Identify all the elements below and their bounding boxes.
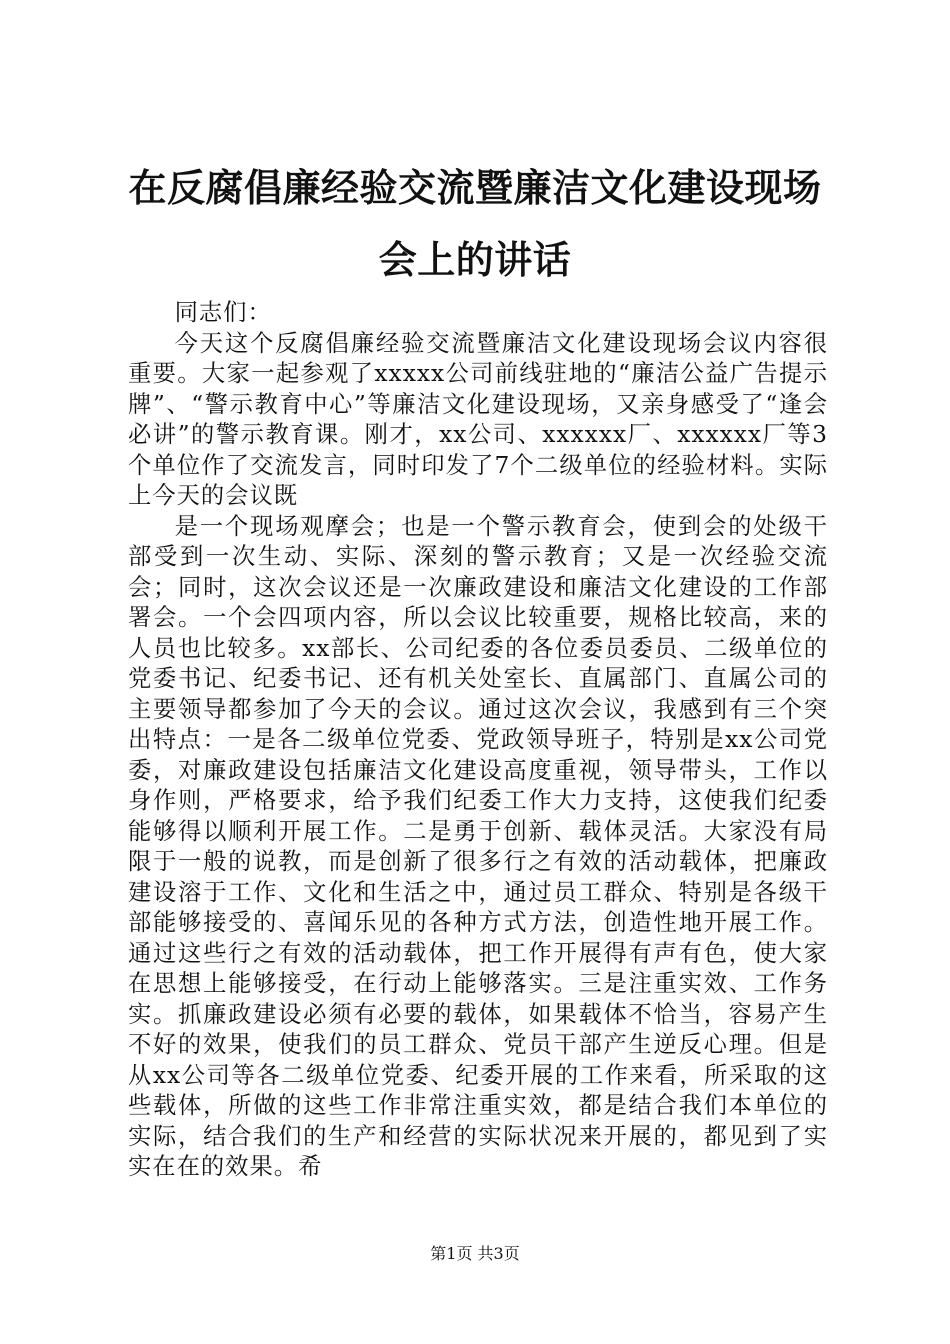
salutation: 同志们： — [174, 299, 272, 326]
document-title: 在反腐倡廉经验交流暨廉洁文化建设现场会上的讲话 — [128, 165, 822, 282]
document-body — [128, 298, 828, 1183]
paragraph: 是一个现场观摩会；也是一个警示教育会，使到会的处级干部受到一次生动、实际、深刻的警示教育；又是一次经验交流会；同时，这次会议还是一次廉政建设和廉洁文化建设的工作部署会。一个会四项内容，所以会议比较重要，规格比较高，来的人员也比较多。xx部长、公司纪委的各位委员委员、二级单位的党委书记、纪委书记、还有机关处室长、直属部门、直属公司的主要领导都参加了今天的会议。通过这次会议，我感到有三个突出特点：一是各二级单位党委、党政领导班子，特别是xx公司党委，对廉政建设包括廉洁文化建设高度重视，领导带头，工作以身作则，严格要求，给予我们纪委工作大力支持，这使我们纪委能够得以顺利开展工作。二是勇于创新、载体灵活。大家没有局限于一般的说教，而是创新了很多行之有效的活动载体，把廉政建设溶于工作、文化和生活之中，通过员工群众、特别是各级干部能够接受的、喜闻乐见的各种方式方法，创造性地开展工作。通过这些行之有效的活动载体，把工作开展得有声有色，使大家在思想上能够接受，在行动上能够落实。三是注重实效、工作务实。抓廉政建设必须有必要的载体，如果载体不恰当，容易产生不好的效果，使我们的员工群众、党员干部产生逆反心理。但是从xx公司等各二级单位党委、纪委开展的工作来看，所采取的这些载体，所做的这些工作非常注重实效，都是结合我们本单位的实际，结合我们的生产和经营的实际状况来开展的，都见到了实实在在的效果。希 — [128, 512, 828, 1180]
page-number-footer: 第1页 共3页 — [430, 1244, 520, 1263]
paragraph: 今天这个反腐倡廉经验交流暨廉洁文化建设现场会议内容很重要。大家一起参观了xxxxx公司前线驻地的“廉洁公益广告提示牌”、“警示教育中心”等廉洁文化建设现场，又亲身感受了“逢会必讲”的警示教育课。刚才，xx公司、xxxxxx厂、xxxxxx厂等3个单位作了交流发言，同时印发了7个二级单位的经验材料。实际上今天的会议既 — [128, 329, 828, 509]
